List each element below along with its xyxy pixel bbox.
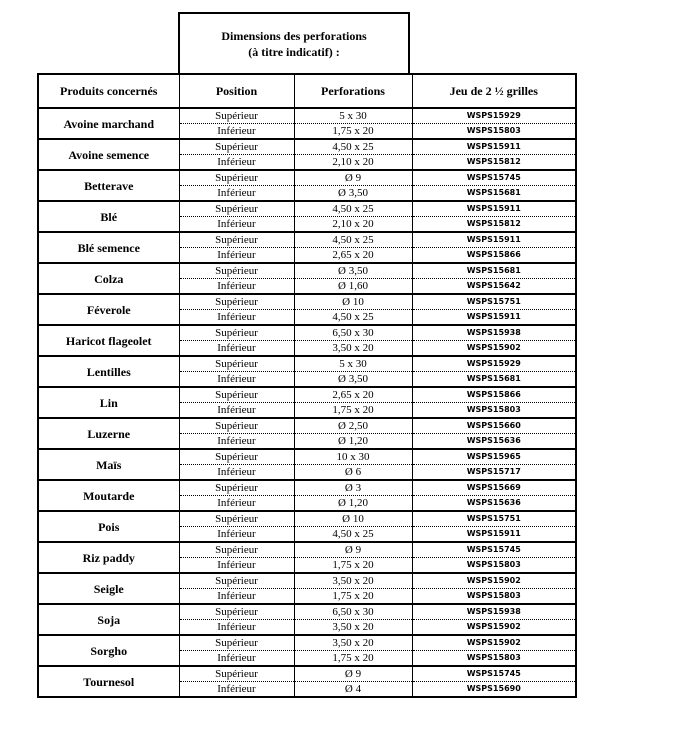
- table-row: [38, 418, 576, 434]
- perforation-superieur: Ø 2,50: [294, 418, 412, 434]
- perforation-inferieur: 2,10 x 20: [294, 155, 412, 171]
- position-superieur: Supérieur: [179, 263, 294, 279]
- position-inferieur: Inférieur: [179, 465, 294, 481]
- perforation-inferieur: 1,75 x 20: [294, 124, 412, 140]
- table-row: [38, 356, 576, 372]
- position-superieur: Supérieur: [179, 635, 294, 651]
- perforation-superieur: 3,50 x 20: [294, 573, 412, 589]
- grille-ref-inferieur: WSPS15803: [412, 651, 576, 667]
- grille-ref-superieur: WSPS15911: [412, 201, 576, 217]
- table-row: [38, 201, 576, 217]
- perforation-inferieur: Ø 3,50: [294, 372, 412, 388]
- product-name: Riz paddy: [38, 542, 179, 573]
- perforation-inferieur: Ø 1,60: [294, 279, 412, 295]
- grille-ref-superieur: WSPS15745: [412, 666, 576, 682]
- position-inferieur: Inférieur: [179, 217, 294, 233]
- column-header-perforations: Perforations: [294, 74, 412, 108]
- column-header-product: Produits concernés: [38, 74, 179, 108]
- grille-ref-superieur: WSPS15751: [412, 294, 576, 310]
- product-name: Moutarde: [38, 480, 179, 511]
- grille-ref-superieur: WSPS15669: [412, 480, 576, 496]
- grille-ref-superieur: WSPS15681: [412, 263, 576, 279]
- grille-ref-superieur: WSPS15938: [412, 604, 576, 620]
- position-superieur: Supérieur: [179, 325, 294, 341]
- position-inferieur: Inférieur: [179, 248, 294, 264]
- position-superieur: Supérieur: [179, 139, 294, 155]
- grille-ref-superieur: WSPS15902: [412, 635, 576, 651]
- position-inferieur: Inférieur: [179, 155, 294, 171]
- grille-ref-superieur: WSPS15745: [412, 542, 576, 558]
- perforation-inferieur: Ø 6: [294, 465, 412, 481]
- position-superieur: Supérieur: [179, 604, 294, 620]
- perforation-superieur: 10 x 30: [294, 449, 412, 465]
- perforation-inferieur: Ø 1,20: [294, 434, 412, 450]
- grille-ref-inferieur: WSPS15642: [412, 279, 576, 295]
- product-name: Avoine semence: [38, 139, 179, 170]
- perforation-inferieur: 3,50 x 20: [294, 620, 412, 636]
- grille-ref-inferieur: WSPS15902: [412, 620, 576, 636]
- position-inferieur: Inférieur: [179, 620, 294, 636]
- grille-ref-inferieur: WSPS15911: [412, 310, 576, 326]
- grille-ref-inferieur: WSPS15812: [412, 217, 576, 233]
- perforations-table: [37, 73, 577, 698]
- perforation-superieur: Ø 3,50: [294, 263, 412, 279]
- grille-ref-inferieur: WSPS15812: [412, 155, 576, 171]
- grille-ref-superieur: WSPS15929: [412, 356, 576, 372]
- perforation-inferieur: 2,65 x 20: [294, 248, 412, 264]
- perforation-inferieur: Ø 3,50: [294, 186, 412, 202]
- product-name: Colza: [38, 263, 179, 294]
- grille-ref-superieur: WSPS15745: [412, 170, 576, 186]
- position-inferieur: Inférieur: [179, 124, 294, 140]
- perforation-dimensions-header: [178, 12, 410, 73]
- table-row: [38, 170, 576, 186]
- position-superieur: Supérieur: [179, 108, 294, 124]
- grille-ref-inferieur: WSPS15636: [412, 496, 576, 512]
- position-superieur: Supérieur: [179, 201, 294, 217]
- grille-ref-inferieur: WSPS15803: [412, 558, 576, 574]
- position-inferieur: Inférieur: [179, 186, 294, 202]
- perforation-superieur: Ø 10: [294, 294, 412, 310]
- position-inferieur: Inférieur: [179, 403, 294, 419]
- position-superieur: Supérieur: [179, 573, 294, 589]
- perforation-superieur: Ø 10: [294, 511, 412, 527]
- product-name: Avoine marchand: [38, 108, 179, 139]
- table-row: [38, 232, 576, 248]
- grille-ref-superieur: WSPS15866: [412, 387, 576, 403]
- table-row: [38, 604, 576, 620]
- perforation-superieur: 6,50 x 30: [294, 325, 412, 341]
- table-row: [38, 325, 576, 341]
- position-superieur: Supérieur: [179, 170, 294, 186]
- table-row: [38, 511, 576, 527]
- position-superieur: Supérieur: [179, 387, 294, 403]
- position-superieur: Supérieur: [179, 542, 294, 558]
- grille-ref-superieur: WSPS15902: [412, 573, 576, 589]
- grille-ref-superieur: WSPS15929: [412, 108, 576, 124]
- grille-ref-inferieur: WSPS15681: [412, 372, 576, 388]
- table-row: [38, 263, 576, 279]
- perforation-superieur: 4,50 x 25: [294, 201, 412, 217]
- perforation-superieur: 6,50 x 30: [294, 604, 412, 620]
- table-header-row: [38, 74, 576, 108]
- grille-ref-superieur: WSPS15660: [412, 418, 576, 434]
- position-inferieur: Inférieur: [179, 434, 294, 450]
- grille-ref-inferieur: WSPS15717: [412, 465, 576, 481]
- product-name: Lentilles: [38, 356, 179, 387]
- position-superieur: Supérieur: [179, 356, 294, 372]
- grille-ref-inferieur: WSPS15803: [412, 589, 576, 605]
- table-row: [38, 573, 576, 589]
- position-superieur: Supérieur: [179, 666, 294, 682]
- perforation-superieur: Ø 3: [294, 480, 412, 496]
- table-row: [38, 666, 576, 682]
- position-inferieur: Inférieur: [179, 527, 294, 543]
- position-inferieur: Inférieur: [179, 341, 294, 357]
- grille-ref-inferieur: WSPS15636: [412, 434, 576, 450]
- table-row: [38, 480, 576, 496]
- table-row: [38, 635, 576, 651]
- position-inferieur: Inférieur: [179, 589, 294, 605]
- position-superieur: Supérieur: [179, 418, 294, 434]
- product-name: Pois: [38, 511, 179, 542]
- position-inferieur: Inférieur: [179, 651, 294, 667]
- table-row: [38, 139, 576, 155]
- table-row: [38, 387, 576, 403]
- perforation-inferieur: 1,75 x 20: [294, 558, 412, 574]
- grille-ref-superieur: WSPS15751: [412, 511, 576, 527]
- perforation-inferieur: 1,75 x 20: [294, 651, 412, 667]
- grille-ref-inferieur: WSPS15803: [412, 124, 576, 140]
- perforation-superieur: 5 x 30: [294, 108, 412, 124]
- perforation-superieur: 2,65 x 20: [294, 387, 412, 403]
- perforation-superieur: 4,50 x 25: [294, 232, 412, 248]
- perforation-superieur: Ø 9: [294, 542, 412, 558]
- perforation-superieur: Ø 9: [294, 170, 412, 186]
- perforation-inferieur: Ø 1,20: [294, 496, 412, 512]
- grille-ref-superieur: WSPS15965: [412, 449, 576, 465]
- product-name: Lin: [38, 387, 179, 418]
- header-line-1: Dimensions des perforations: [221, 29, 367, 43]
- table-row: [38, 449, 576, 465]
- grille-ref-superieur: WSPS15938: [412, 325, 576, 341]
- product-name: Sorgho: [38, 635, 179, 666]
- perforation-superieur: 3,50 x 20: [294, 635, 412, 651]
- perforation-inferieur: 3,50 x 20: [294, 341, 412, 357]
- grille-ref-inferieur: WSPS15690: [412, 682, 576, 698]
- product-name: Seigle: [38, 573, 179, 604]
- perforation-inferieur: 4,50 x 25: [294, 310, 412, 326]
- grille-ref-inferieur: WSPS15866: [412, 248, 576, 264]
- product-name: Féverole: [38, 294, 179, 325]
- perforation-superieur: Ø 9: [294, 666, 412, 682]
- product-name: Blé semence: [38, 232, 179, 263]
- perforation-inferieur: 1,75 x 20: [294, 403, 412, 419]
- product-name: Haricot flageolet: [38, 325, 179, 356]
- product-name: Blé: [38, 201, 179, 232]
- position-inferieur: Inférieur: [179, 496, 294, 512]
- grille-ref-inferieur: WSPS15681: [412, 186, 576, 202]
- product-name: Betterave: [38, 170, 179, 201]
- position-superieur: Supérieur: [179, 480, 294, 496]
- position-inferieur: Inférieur: [179, 310, 294, 326]
- perforation-inferieur: 4,50 x 25: [294, 527, 412, 543]
- grille-ref-inferieur: WSPS15902: [412, 341, 576, 357]
- product-name: Luzerne: [38, 418, 179, 449]
- position-superieur: Supérieur: [179, 232, 294, 248]
- position-superieur: Supérieur: [179, 294, 294, 310]
- product-name: Soja: [38, 604, 179, 635]
- table-row: [38, 108, 576, 124]
- position-inferieur: Inférieur: [179, 279, 294, 295]
- position-inferieur: Inférieur: [179, 372, 294, 388]
- header-line-2: (à titre indicatif) :: [248, 45, 340, 59]
- perforation-inferieur: Ø 4: [294, 682, 412, 698]
- position-inferieur: Inférieur: [179, 682, 294, 698]
- grille-ref-inferieur: WSPS15803: [412, 403, 576, 419]
- grille-ref-superieur: WSPS15911: [412, 139, 576, 155]
- table-row: [38, 294, 576, 310]
- position-inferieur: Inférieur: [179, 558, 294, 574]
- grille-ref-inferieur: WSPS15911: [412, 527, 576, 543]
- position-superieur: Supérieur: [179, 511, 294, 527]
- table-body: [38, 108, 576, 697]
- perforation-inferieur: 2,10 x 20: [294, 217, 412, 233]
- perforation-superieur: 5 x 30: [294, 356, 412, 372]
- product-name: Tournesol: [38, 666, 179, 697]
- table-row: [38, 542, 576, 558]
- perforation-superieur: 4,50 x 25: [294, 139, 412, 155]
- product-name: Maïs: [38, 449, 179, 480]
- column-header-position: Position: [179, 74, 294, 108]
- position-superieur: Supérieur: [179, 449, 294, 465]
- grille-ref-superieur: WSPS15911: [412, 232, 576, 248]
- column-header-grille-set: Jeu de 2 ½ grilles: [412, 74, 576, 108]
- perforation-inferieur: 1,75 x 20: [294, 589, 412, 605]
